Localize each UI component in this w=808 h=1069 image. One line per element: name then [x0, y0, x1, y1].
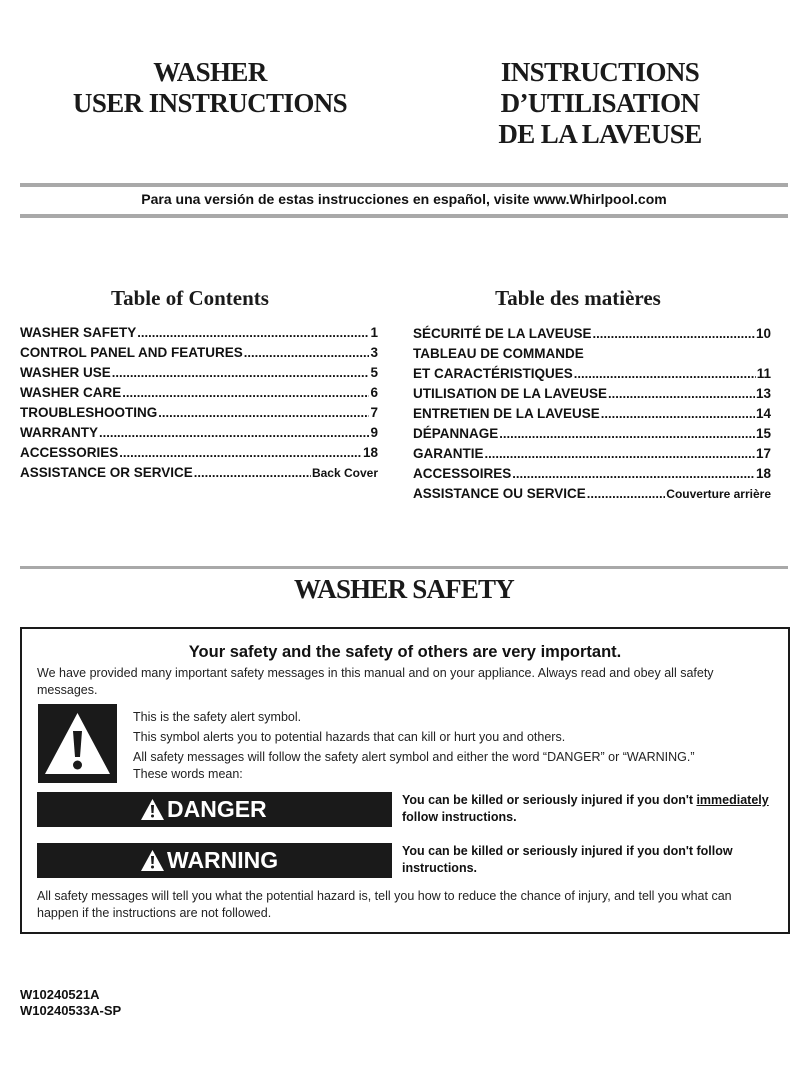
- danger-label: DANGER: [167, 796, 267, 822]
- safety-footer-text: All safety messages will tell you what the potential hazard is, tell you how to reduce the chance of injury, and tell you what can happen if the instructions are not followed.: [37, 889, 732, 920]
- toc-row[interactable]: [413, 424, 771, 444]
- english-title-line-2: USER INSTRUCTIONS: [72, 88, 348, 118]
- toc-label: ASSISTANCE OR SERVICE: [20, 465, 193, 480]
- symbol-line: This symbol alerts you to potential hazards that can kill or hurt you and others.: [133, 730, 566, 744]
- symbol-line: This is the safety alert symbol.: [133, 710, 302, 724]
- warning-label: WARNING: [167, 847, 279, 873]
- toc-label: WASHER SAFETY: [20, 325, 137, 340]
- toc-row[interactable]: [20, 323, 378, 343]
- danger-text-end: follow instructions.: [402, 810, 517, 824]
- danger-text: [402, 792, 782, 826]
- safety-intro: We have provided many important safety messages in this manual and on your appliance. Always read and obey all safety messages.: [37, 666, 714, 697]
- toc-page: 3: [370, 345, 378, 360]
- toc-row[interactable]: [413, 464, 771, 484]
- english-title: [50, 57, 370, 119]
- toc-heading-en: Table of Contents: [111, 286, 269, 310]
- symbol-line: All safety messages will follow the safety alert symbol and either the word “DANGER” or “WARNING.”: [133, 750, 695, 764]
- toc-page: 6: [370, 385, 378, 400]
- toc-page: 9: [370, 425, 378, 440]
- document-code: W10240533A-SP: [20, 1003, 122, 1018]
- french-title-line-2: D’UTILISATION: [500, 88, 700, 118]
- toc-page: 7: [370, 405, 378, 420]
- toc-label: CONTROL PANEL AND FEATURES: [20, 345, 243, 360]
- warning-alert-icon: [141, 850, 164, 871]
- toc-page: 18: [362, 445, 378, 460]
- danger-alert-icon: [141, 799, 164, 820]
- toc-row[interactable]: [20, 343, 378, 363]
- toc-page: 1: [370, 325, 378, 340]
- spanish-note: Para una versión de estas instrucciones en español, visite www.Whirlpool.com: [141, 191, 667, 207]
- toc-label: WARRANTY: [20, 425, 98, 440]
- toc-page: 15: [755, 426, 771, 441]
- toc-row[interactable]: [413, 344, 771, 364]
- french-title-line-3: DE LA LAVEUSE: [498, 119, 702, 149]
- toc-row[interactable]: [413, 364, 771, 384]
- toc-row[interactable]: [20, 463, 378, 483]
- toc-page: Back Cover: [311, 466, 378, 480]
- toc-row[interactable]: [413, 444, 771, 464]
- toc-fr: [413, 324, 771, 504]
- toc-label: WASHER CARE: [20, 385, 122, 400]
- toc-heading-fr: Table des matières: [495, 286, 661, 310]
- toc-page: 17: [755, 446, 771, 461]
- toc-row[interactable]: [20, 363, 378, 383]
- warning-bar: [37, 843, 392, 878]
- toc-row[interactable]: [20, 383, 378, 403]
- toc-row[interactable]: [20, 403, 378, 423]
- toc-label: ACCESSORIES: [20, 445, 119, 460]
- document-code: W10240521A: [20, 987, 100, 1002]
- symbol-line: These words mean:: [133, 767, 243, 781]
- toc-page: 13: [755, 386, 771, 401]
- danger-text-start: You can be killed or seriously injured if you don't: [402, 793, 697, 807]
- toc-page: 18: [755, 466, 771, 481]
- toc-label: ACCESSOIRES: [413, 466, 512, 481]
- section-rule: [20, 566, 788, 569]
- toc-page: 5: [370, 365, 378, 380]
- toc-label: GARANTIE: [413, 446, 484, 461]
- toc-page: 14: [755, 406, 771, 421]
- french-title: [440, 57, 760, 150]
- warning-text: You can be killed or seriously injured if you don't follow instructions.: [402, 844, 733, 875]
- toc-label: UTILISATION DE LA LAVEUSE: [413, 386, 608, 401]
- toc-label: DÉPANNAGE: [413, 426, 499, 441]
- toc-row[interactable]: [413, 404, 771, 424]
- english-title-line-1: WASHER: [153, 57, 267, 87]
- toc-row[interactable]: [20, 423, 378, 443]
- toc-row[interactable]: [413, 384, 771, 404]
- washer-safety-heading: WASHER SAFETY: [294, 574, 514, 604]
- danger-text-emphasis: immediately: [696, 793, 769, 807]
- safety-box: [20, 627, 790, 934]
- toc-label: TABLEAU DE COMMANDE: [413, 346, 584, 361]
- toc-label: SÉCURITÉ DE LA LAVEUSE: [413, 326, 592, 341]
- toc-row[interactable]: [413, 484, 771, 504]
- toc-label: ASSISTANCE OU SERVICE: [413, 486, 586, 501]
- french-title-line-1: INSTRUCTIONS: [500, 57, 700, 87]
- toc-en: [20, 323, 378, 483]
- spanish-note-rule: [20, 214, 788, 218]
- toc-row[interactable]: [20, 443, 378, 463]
- toc-page: Couverture arrière: [666, 487, 771, 501]
- toc-label: ENTRETIEN DE LA LAVEUSE: [413, 406, 600, 421]
- toc-label: ET CARACTÉRISTIQUES: [413, 366, 573, 381]
- safety-box-headline: Your safety and the safety of others are very important.: [188, 643, 622, 661]
- danger-bar: [37, 792, 392, 827]
- safety-alert-symbol-icon: [38, 704, 117, 783]
- toc-label: TROUBLESHOOTING: [20, 405, 158, 420]
- toc-row[interactable]: [413, 324, 771, 344]
- toc-page: 10: [755, 326, 771, 341]
- top-rule: [20, 183, 788, 187]
- toc-page: 11: [756, 366, 771, 381]
- toc-label: WASHER USE: [20, 365, 111, 380]
